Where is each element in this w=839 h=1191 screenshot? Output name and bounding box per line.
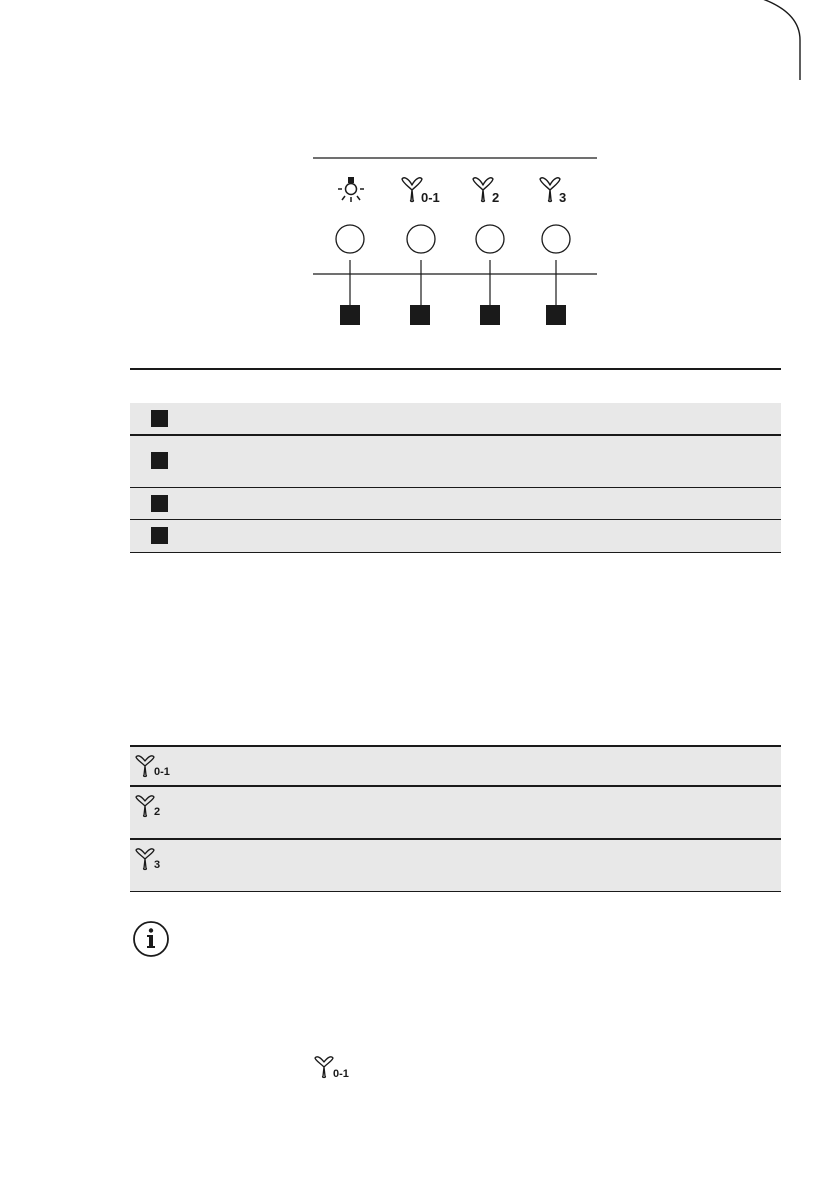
callout-marker — [410, 305, 430, 325]
fan-speed-table — [130, 745, 781, 893]
fan-speed-0-1-button — [407, 225, 435, 253]
control-panel-diagram — [300, 150, 610, 340]
callout-marker — [340, 305, 360, 325]
table-row — [130, 840, 781, 891]
fan-icon — [402, 178, 440, 205]
callout-marker — [151, 410, 168, 427]
callout-marker — [480, 305, 500, 325]
table-bottom-rule — [130, 552, 781, 553]
fan-speed-label: 2 — [492, 190, 500, 205]
table-top-rule — [130, 368, 781, 370]
lamp-button — [336, 225, 364, 253]
svg-text:3: 3 — [154, 859, 161, 871]
fan-icon — [135, 795, 181, 821]
table-row — [130, 787, 781, 838]
table-row — [130, 520, 781, 552]
svg-text:0-1: 0-1 — [154, 766, 170, 778]
fan-speed-2-button — [476, 225, 504, 253]
fan-icon — [473, 178, 499, 205]
fan-speed-label: 3 — [559, 190, 567, 205]
table-bottom-rule — [130, 891, 781, 892]
fan-icon — [540, 178, 566, 205]
fan-speed-label: 0-1 — [421, 190, 440, 205]
fan-speed-3-button — [542, 225, 570, 253]
lamp-icon — [338, 177, 364, 202]
table-row — [130, 436, 781, 487]
fan-icon — [135, 755, 181, 781]
fan-icon — [135, 848, 181, 874]
page-corner-curve — [0, 0, 839, 80]
fan-icon — [314, 1056, 362, 1082]
callout-marker — [151, 452, 168, 469]
callout-marker — [151, 527, 168, 544]
callout-marker — [546, 305, 566, 325]
info-icon — [132, 920, 170, 958]
table-row — [130, 403, 781, 434]
control-table — [130, 368, 781, 554]
svg-text:0-1: 0-1 — [333, 1068, 349, 1080]
callout-marker — [151, 495, 168, 512]
table-row — [130, 488, 781, 519]
svg-text:2: 2 — [154, 806, 161, 818]
table-row — [130, 747, 781, 785]
